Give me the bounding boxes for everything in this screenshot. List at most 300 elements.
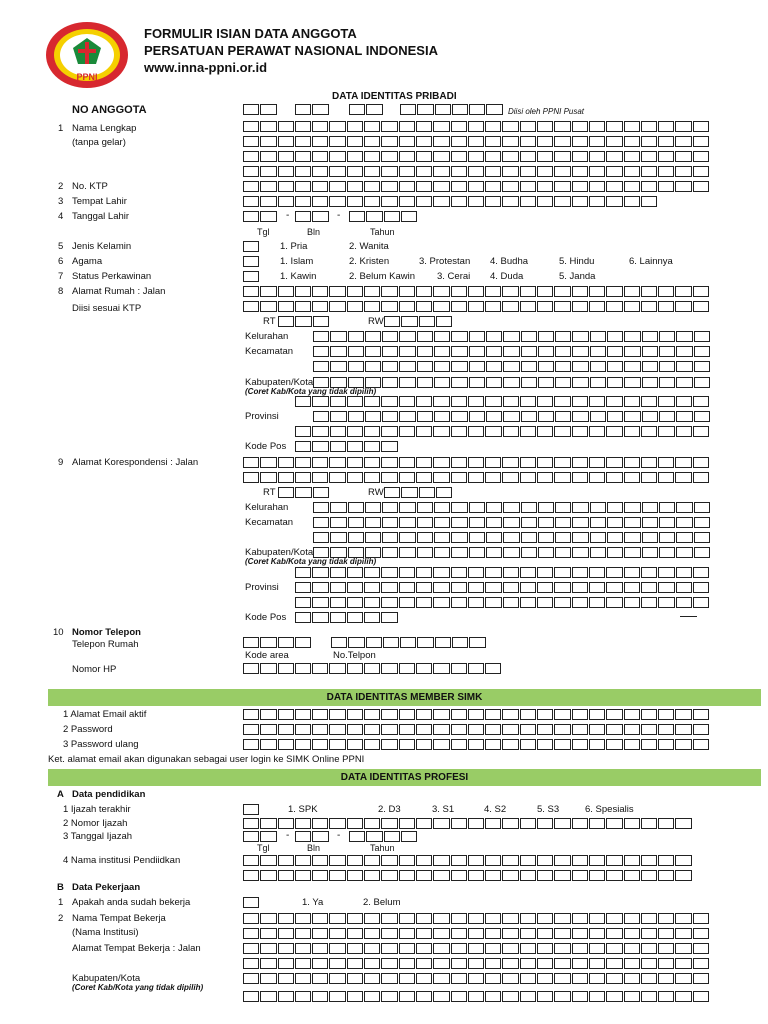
char-box[interactable] [624, 457, 640, 468]
char-box[interactable] [537, 426, 553, 437]
char-box[interactable] [295, 958, 311, 969]
char-box[interactable] [451, 166, 467, 177]
char-box[interactable] [468, 472, 484, 483]
char-box[interactable] [642, 502, 658, 513]
char-box[interactable] [278, 855, 294, 866]
char-box[interactable] [278, 928, 294, 939]
char-box[interactable] [243, 196, 259, 207]
char-box[interactable] [433, 567, 449, 578]
char-box[interactable] [331, 637, 347, 648]
char-box[interactable] [382, 532, 398, 543]
char-box[interactable] [537, 457, 553, 468]
char-box[interactable] [675, 709, 691, 720]
char-box[interactable] [624, 739, 640, 750]
char-box[interactable] [295, 196, 311, 207]
char-box[interactable] [260, 136, 276, 147]
char-box[interactable] [384, 316, 400, 327]
char-box[interactable] [260, 943, 276, 954]
char-box[interactable] [590, 377, 606, 388]
char-box[interactable] [381, 121, 397, 132]
char-box[interactable] [399, 346, 415, 357]
char-box[interactable] [384, 487, 400, 498]
char-box[interactable] [520, 567, 536, 578]
char-box[interactable] [365, 331, 381, 342]
char-box[interactable] [658, 121, 674, 132]
char-box[interactable] [624, 396, 640, 407]
char-box[interactable] [260, 301, 276, 312]
char-box[interactable] [589, 426, 605, 437]
char-box[interactable] [417, 517, 433, 528]
char-box[interactable] [537, 724, 553, 735]
char-box[interactable] [572, 913, 588, 924]
char-box[interactable] [693, 121, 709, 132]
char-box[interactable] [451, 973, 467, 984]
char-box[interactable] [399, 426, 415, 437]
char-box[interactable] [485, 943, 501, 954]
char-box[interactable] [295, 151, 311, 162]
char-box[interactable] [295, 472, 311, 483]
char-box[interactable] [278, 121, 294, 132]
char-box[interactable] [572, 517, 588, 528]
char-box[interactable] [243, 136, 259, 147]
char-box[interactable] [537, 739, 553, 750]
char-box[interactable] [589, 396, 605, 407]
char-box[interactable] [416, 855, 432, 866]
char-box[interactable] [347, 913, 363, 924]
char-box[interactable] [520, 739, 536, 750]
char-box[interactable] [400, 637, 416, 648]
char-box[interactable] [607, 361, 623, 372]
char-box[interactable] [572, 426, 588, 437]
char-box[interactable] [658, 136, 674, 147]
char-box[interactable] [642, 331, 658, 342]
nama-lengkap-input-1[interactable] [243, 121, 710, 132]
char-box[interactable] [364, 855, 380, 866]
char-box[interactable] [624, 855, 640, 866]
char-box[interactable] [312, 597, 328, 608]
char-box[interactable] [329, 301, 345, 312]
char-box[interactable] [502, 973, 518, 984]
char-box[interactable] [295, 943, 311, 954]
char-box[interactable] [642, 547, 658, 558]
provinsi-input-3[interactable] [295, 582, 710, 593]
char-box[interactable] [537, 121, 553, 132]
char-box[interactable] [399, 943, 415, 954]
char-box[interactable] [607, 411, 623, 422]
char-box[interactable] [260, 724, 276, 735]
char-box[interactable] [658, 567, 674, 578]
char-box[interactable] [433, 943, 449, 954]
char-box[interactable] [520, 166, 536, 177]
char-box[interactable] [329, 943, 345, 954]
char-box[interactable] [520, 286, 536, 297]
char-box[interactable] [572, 411, 588, 422]
char-box[interactable] [312, 612, 328, 623]
char-box[interactable] [502, 818, 518, 829]
char-box[interactable] [381, 663, 397, 674]
char-box[interactable] [469, 104, 485, 115]
char-box[interactable] [451, 532, 467, 543]
char-box[interactable] [347, 196, 363, 207]
char-box[interactable] [641, 582, 657, 593]
char-box[interactable] [537, 286, 553, 297]
char-box[interactable] [676, 396, 692, 407]
char-box[interactable] [329, 181, 345, 192]
char-box[interactable] [366, 637, 382, 648]
char-box[interactable] [399, 597, 415, 608]
char-box[interactable] [659, 532, 675, 543]
char-box[interactable] [416, 426, 432, 437]
char-box[interactable] [433, 166, 449, 177]
char-box[interactable] [451, 855, 467, 866]
char-box[interactable] [606, 991, 622, 1002]
char-box[interactable] [676, 547, 692, 558]
char-box[interactable] [313, 411, 329, 422]
char-box[interactable] [417, 331, 433, 342]
char-box[interactable] [538, 377, 554, 388]
char-box[interactable] [624, 121, 640, 132]
char-box[interactable] [364, 943, 380, 954]
char-box[interactable] [243, 181, 259, 192]
char-box[interactable] [641, 196, 657, 207]
char-box[interactable] [260, 739, 276, 750]
char-box[interactable] [485, 958, 501, 969]
char-box[interactable] [451, 724, 467, 735]
lahir-thn-input[interactable] [349, 211, 418, 222]
char-box[interactable] [364, 991, 380, 1002]
char-box[interactable] [416, 958, 432, 969]
char-box[interactable] [347, 121, 363, 132]
char-box[interactable] [624, 597, 640, 608]
char-box[interactable] [485, 457, 501, 468]
char-box[interactable] [347, 958, 363, 969]
char-box[interactable] [468, 181, 484, 192]
char-box[interactable] [313, 361, 329, 372]
char-box[interactable] [693, 286, 709, 297]
kabupaten-input[interactable] [313, 377, 711, 388]
char-box[interactable] [502, 739, 518, 750]
char-box[interactable] [312, 928, 328, 939]
char-box[interactable] [348, 517, 364, 528]
char-box[interactable] [624, 361, 640, 372]
char-box[interactable] [641, 597, 657, 608]
char-box[interactable] [399, 166, 415, 177]
char-box[interactable] [485, 739, 501, 750]
char-box[interactable] [606, 301, 622, 312]
char-box[interactable] [572, 196, 588, 207]
tempat-bekerja-input-2[interactable] [243, 928, 710, 939]
char-box[interactable] [607, 331, 623, 342]
char-box[interactable] [468, 121, 484, 132]
char-box[interactable] [606, 597, 622, 608]
char-box[interactable] [313, 346, 329, 357]
char-box[interactable] [537, 472, 553, 483]
char-box[interactable] [295, 870, 311, 881]
char-box[interactable] [295, 104, 311, 115]
char-box[interactable] [676, 567, 692, 578]
char-box[interactable] [312, 301, 328, 312]
char-box[interactable] [624, 286, 640, 297]
char-box[interactable] [330, 612, 346, 623]
char-box[interactable] [693, 958, 709, 969]
char-box[interactable] [468, 724, 484, 735]
char-box[interactable] [381, 991, 397, 1002]
password-input[interactable] [243, 724, 710, 735]
char-box[interactable] [278, 196, 294, 207]
char-box[interactable] [589, 457, 605, 468]
char-box[interactable] [485, 973, 501, 984]
char-box[interactable] [260, 958, 276, 969]
char-box[interactable] [382, 502, 398, 513]
char-box[interactable] [260, 196, 276, 207]
char-box[interactable] [520, 301, 536, 312]
char-box[interactable] [572, 301, 588, 312]
char-box[interactable] [243, 724, 259, 735]
char-box[interactable] [329, 855, 345, 866]
char-box[interactable] [572, 709, 588, 720]
char-box[interactable] [452, 104, 468, 115]
char-box[interactable] [416, 973, 432, 984]
char-box[interactable] [469, 517, 485, 528]
char-box[interactable] [521, 517, 537, 528]
char-box[interactable] [554, 582, 570, 593]
char-box[interactable] [312, 286, 328, 297]
char-box[interactable] [607, 532, 623, 543]
char-box[interactable] [381, 818, 397, 829]
char-box[interactable] [399, 361, 415, 372]
char-box[interactable] [502, 472, 518, 483]
char-box[interactable] [641, 739, 657, 750]
char-box[interactable] [658, 181, 674, 192]
char-box[interactable] [381, 166, 397, 177]
char-box[interactable] [676, 411, 692, 422]
char-box[interactable] [694, 361, 710, 372]
char-box[interactable] [312, 426, 328, 437]
char-box[interactable] [520, 582, 536, 593]
char-box[interactable] [554, 818, 570, 829]
char-box[interactable] [312, 709, 328, 720]
char-box[interactable] [348, 361, 364, 372]
no-anggota-box-4[interactable] [400, 104, 504, 115]
char-box[interactable] [433, 286, 449, 297]
char-box[interactable] [572, 136, 588, 147]
char-box[interactable] [693, 301, 709, 312]
char-box[interactable] [694, 377, 710, 388]
char-box[interactable] [347, 928, 363, 939]
char-box[interactable] [607, 502, 623, 513]
char-box[interactable] [485, 426, 501, 437]
char-box[interactable] [278, 316, 294, 327]
char-box[interactable] [659, 346, 675, 357]
char-box[interactable] [589, 567, 605, 578]
kelurahan-input[interactable] [313, 331, 711, 342]
char-box[interactable] [693, 181, 709, 192]
char-box[interactable] [554, 181, 570, 192]
char-box[interactable] [675, 166, 691, 177]
char-box[interactable] [364, 396, 380, 407]
char-box[interactable] [329, 870, 345, 881]
char-box[interactable] [243, 457, 259, 468]
char-box[interactable] [416, 301, 432, 312]
char-box[interactable] [329, 663, 345, 674]
char-box[interactable] [642, 377, 658, 388]
char-box[interactable] [589, 973, 605, 984]
char-box[interactable] [399, 928, 415, 939]
char-box[interactable] [295, 211, 311, 222]
tempat-lahir-input[interactable] [243, 196, 658, 207]
char-box[interactable] [554, 991, 570, 1002]
char-box[interactable] [642, 517, 658, 528]
char-box[interactable] [295, 637, 311, 648]
char-box[interactable] [520, 181, 536, 192]
char-box[interactable] [329, 286, 345, 297]
char-box[interactable] [312, 136, 328, 147]
char-box[interactable] [641, 943, 657, 954]
char-box[interactable] [295, 991, 311, 1002]
char-box[interactable] [537, 958, 553, 969]
char-box[interactable] [502, 151, 518, 162]
bekerja-input[interactable] [243, 897, 260, 908]
char-box[interactable] [589, 818, 605, 829]
char-box[interactable] [503, 547, 519, 558]
char-box[interactable] [537, 870, 553, 881]
char-box[interactable] [416, 709, 432, 720]
char-box[interactable] [329, 136, 345, 147]
char-box[interactable] [485, 196, 501, 207]
char-box[interactable] [312, 457, 328, 468]
char-box[interactable] [485, 582, 501, 593]
char-box[interactable] [433, 151, 449, 162]
char-box[interactable] [537, 567, 553, 578]
char-box[interactable] [537, 943, 553, 954]
char-box[interactable] [451, 346, 467, 357]
char-box[interactable] [364, 196, 380, 207]
char-box[interactable] [537, 709, 553, 720]
char-box[interactable] [451, 151, 467, 162]
char-box[interactable] [347, 818, 363, 829]
char-box[interactable] [330, 582, 346, 593]
char-box[interactable] [694, 502, 710, 513]
char-box[interactable] [399, 136, 415, 147]
char-box[interactable] [399, 286, 415, 297]
char-box[interactable] [364, 818, 380, 829]
char-box[interactable] [658, 870, 674, 881]
char-box[interactable] [486, 517, 502, 528]
char-box[interactable] [434, 346, 450, 357]
char-box[interactable] [485, 818, 501, 829]
char-box[interactable] [364, 973, 380, 984]
char-box[interactable] [658, 597, 674, 608]
char-box[interactable] [468, 396, 484, 407]
char-box[interactable] [383, 637, 399, 648]
char-box[interactable] [295, 426, 311, 437]
char-box[interactable] [624, 724, 640, 735]
char-box[interactable] [589, 166, 605, 177]
char-box[interactable] [399, 567, 415, 578]
char-box[interactable] [330, 331, 346, 342]
char-box[interactable] [469, 547, 485, 558]
char-box[interactable] [347, 567, 363, 578]
char-box[interactable] [364, 870, 380, 881]
char-box[interactable] [485, 286, 501, 297]
char-box[interactable] [243, 991, 259, 1002]
char-box[interactable] [641, 396, 657, 407]
char-box[interactable] [676, 346, 692, 357]
char-box[interactable] [312, 181, 328, 192]
char-box[interactable] [451, 663, 467, 674]
nomor-ijazah-input[interactable] [243, 818, 693, 829]
char-box[interactable] [658, 928, 674, 939]
char-box[interactable] [521, 547, 537, 558]
char-box[interactable] [641, 855, 657, 866]
char-box[interactable] [382, 361, 398, 372]
char-box[interactable] [347, 870, 363, 881]
char-box[interactable] [468, 663, 484, 674]
char-box[interactable] [313, 487, 329, 498]
char-box[interactable] [347, 286, 363, 297]
char-box[interactable] [676, 517, 692, 528]
char-box[interactable] [676, 377, 692, 388]
char-box[interactable] [329, 958, 345, 969]
char-box[interactable] [364, 724, 380, 735]
char-box[interactable] [329, 121, 345, 132]
char-box[interactable] [502, 181, 518, 192]
char-box[interactable] [606, 855, 622, 866]
char-box[interactable] [468, 457, 484, 468]
char-box[interactable] [675, 739, 691, 750]
char-box[interactable] [381, 472, 397, 483]
char-box[interactable] [572, 870, 588, 881]
char-box[interactable] [243, 928, 259, 939]
char-box[interactable] [642, 346, 658, 357]
char-box[interactable] [348, 502, 364, 513]
char-box[interactable] [330, 441, 346, 452]
char-box[interactable] [693, 457, 709, 468]
char-box[interactable] [451, 377, 467, 388]
char-box[interactable] [503, 361, 519, 372]
char-box[interactable] [555, 502, 571, 513]
char-box[interactable] [451, 818, 467, 829]
char-box[interactable] [554, 724, 570, 735]
char-box[interactable] [364, 426, 380, 437]
char-box[interactable] [381, 426, 397, 437]
char-box[interactable] [590, 502, 606, 513]
char-box[interactable] [451, 567, 467, 578]
char-box[interactable] [469, 532, 485, 543]
char-box[interactable] [349, 831, 365, 842]
char-box[interactable] [555, 532, 571, 543]
char-box[interactable] [485, 136, 501, 147]
char-box[interactable] [295, 441, 311, 452]
char-box[interactable] [384, 831, 400, 842]
char-box[interactable] [312, 472, 328, 483]
char-box[interactable] [347, 301, 363, 312]
char-box[interactable] [364, 121, 380, 132]
char-box[interactable] [243, 709, 259, 720]
char-box[interactable] [520, 196, 536, 207]
char-box[interactable] [486, 547, 502, 558]
char-box[interactable] [520, 870, 536, 881]
char-box[interactable] [468, 870, 484, 881]
char-box[interactable] [659, 377, 675, 388]
char-box[interactable] [589, 724, 605, 735]
char-box[interactable] [485, 991, 501, 1002]
char-box[interactable] [278, 457, 294, 468]
char-box[interactable] [399, 913, 415, 924]
char-box[interactable] [538, 346, 554, 357]
char-box[interactable] [434, 411, 450, 422]
char-box[interactable] [658, 818, 674, 829]
